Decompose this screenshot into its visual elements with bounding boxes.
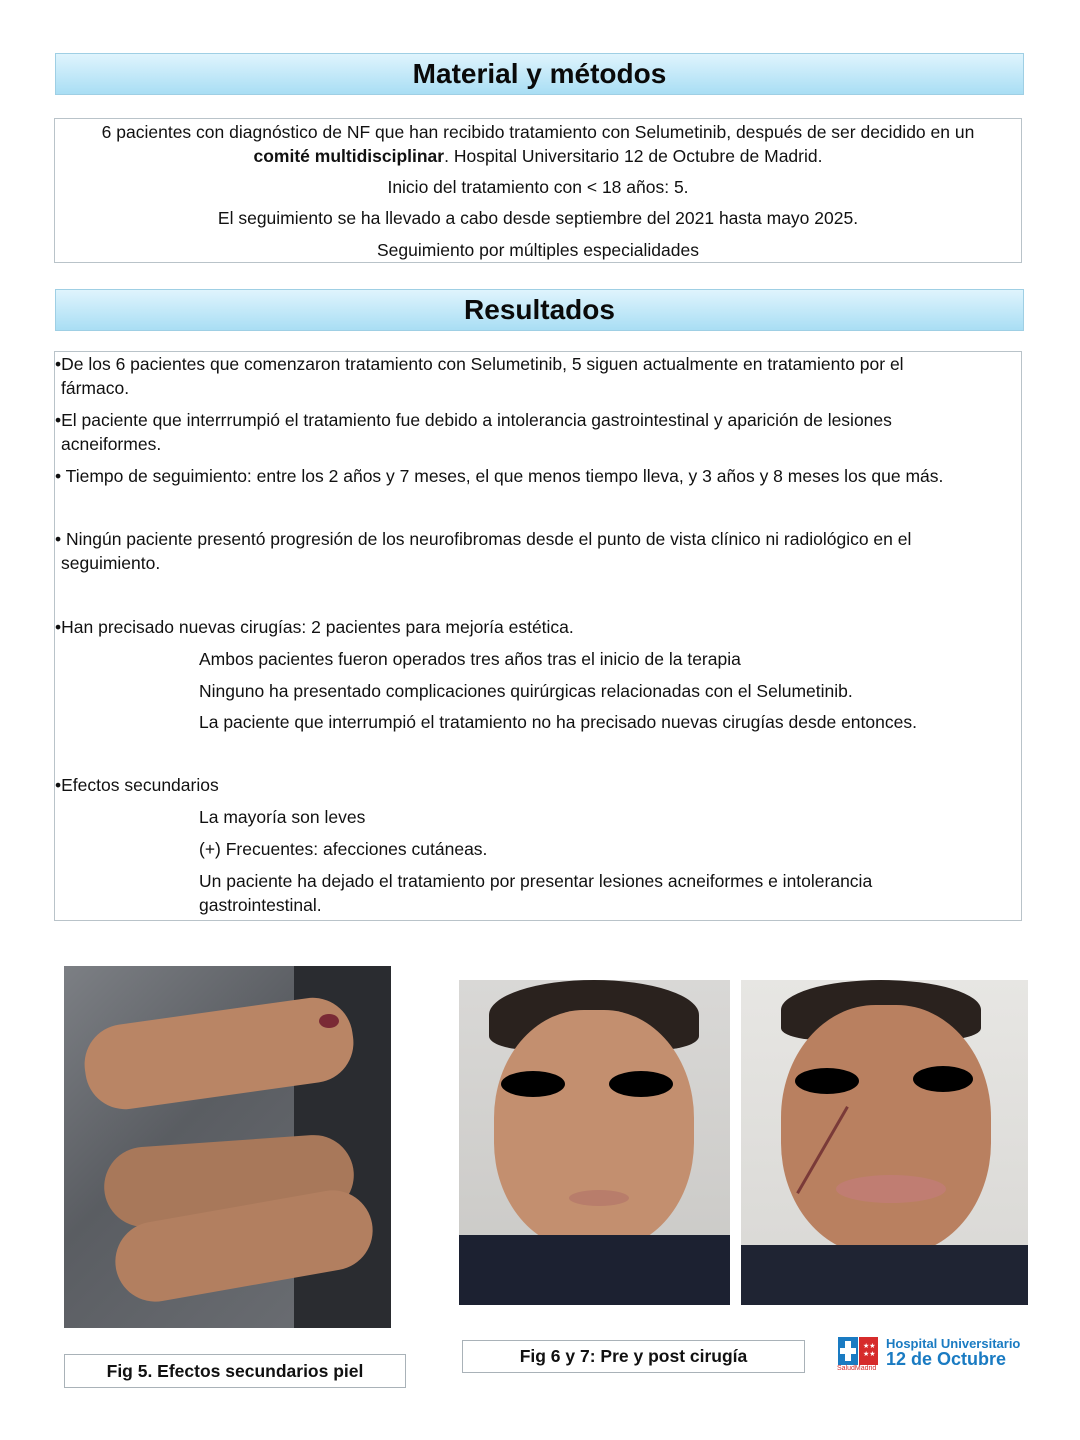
result-bullet-4 bbox=[55, 527, 1011, 575]
result-bullet-4-cont: seguimiento. bbox=[61, 553, 161, 573]
fig6-pre-surgery-photo bbox=[459, 980, 730, 1305]
results-header: Resultados bbox=[55, 289, 1024, 331]
result-bullet-4-text: • Ningún paciente presentó progresión de los neurofibromas desde el punto de vista clínico ni radiológico en el bbox=[55, 529, 912, 549]
result-bullet-1-text: •De los 6 pacientes que comenzaron tratamiento con Selumetinib, 5 siguen actualmente en tratamiento por el bbox=[55, 354, 904, 374]
result-sub-6-3-text: Un paciente ha dejado el tratamiento por presentar lesiones acneiformes e intolerancia bbox=[199, 871, 873, 891]
methods-header: Material y métodos bbox=[55, 53, 1024, 95]
result-bullet-1-cont: fármaco. bbox=[61, 378, 130, 398]
result-bullet-3: • Tiempo de seguimiento: entre los 2 años y 7 meses, el que menos tiempo lleva, y 3 años y 8 meses los que más. bbox=[55, 466, 944, 486]
shirt-shape bbox=[459, 1235, 730, 1305]
results-box bbox=[54, 351, 1022, 921]
result-bullet-5: •Han precisado nuevas cirugías: 2 pacientes para mejoría estética. bbox=[55, 617, 574, 637]
methods-text-bold: comité multidisciplinar bbox=[253, 146, 445, 166]
fig7-post-surgery-photo bbox=[741, 980, 1028, 1305]
eye-censor-bar-left bbox=[795, 1068, 859, 1094]
result-sub-6-4-text: gastrointestinal. bbox=[199, 895, 322, 915]
methods-line-4: Seguimiento por múltiples especialidades bbox=[377, 240, 699, 260]
face-shape bbox=[494, 1010, 694, 1250]
face-shape bbox=[781, 1005, 991, 1255]
shirt-shape bbox=[741, 1245, 1028, 1305]
methods-line-2: Inicio del tratamiento con < 18 años: 5. bbox=[387, 177, 689, 197]
eye-censor-bar-right bbox=[609, 1071, 673, 1097]
eye-censor-bar-left bbox=[501, 1071, 565, 1097]
methods-line-3: El seguimiento se ha llevado a cabo desde septiembre del 2021 hasta mayo 2025. bbox=[217, 208, 859, 228]
result-bullet-1 bbox=[55, 352, 1011, 400]
result-bullet-2-cont: acneiformes. bbox=[61, 434, 162, 454]
skin-lesion-mark bbox=[319, 1014, 339, 1028]
comunidad-madrid-emblem bbox=[838, 1337, 878, 1365]
result-bullet-2 bbox=[55, 408, 1011, 456]
result-sub-6-2: (+) Frecuentes: afecciones cutáneas. bbox=[199, 839, 488, 859]
result-sub-6-3 bbox=[199, 869, 1001, 917]
result-bullet-6: •Efectos secundarios bbox=[55, 775, 219, 795]
result-bullet-2-text: •El paciente que interrrumpió el tratamiento fue debido a intolerancia gastrointestinal y aparición de lesiones bbox=[55, 410, 892, 430]
result-sub-6-1: La mayoría son leves bbox=[199, 807, 366, 827]
methods-text-b: . Hospital Universitario 12 de Octubre de Madrid. bbox=[444, 146, 823, 166]
result-sub-5-2: Ninguno ha presentado complicaciones quirúrgicas relacionadas con el Selumetinib. bbox=[199, 681, 853, 701]
logo-sub-text: SaludMadrid bbox=[837, 1365, 877, 1372]
methods-text-a: 6 pacientes con diagnóstico de NF que han recibido tratamiento con Selumetinib, después de ser decidido en un bbox=[101, 122, 975, 142]
logo-line-1: Hospital Universitario bbox=[886, 1336, 1021, 1351]
fig5-hands-photo bbox=[64, 966, 391, 1328]
hospital-logo bbox=[836, 1336, 1031, 1378]
mouth-shape bbox=[836, 1175, 946, 1203]
mouth-shape bbox=[569, 1190, 629, 1206]
eye-censor-bar-right bbox=[913, 1066, 973, 1092]
logo-line-2: 12 de Octubre bbox=[886, 1349, 1007, 1369]
emblem-blue-block bbox=[838, 1337, 858, 1365]
methods-box bbox=[54, 118, 1022, 263]
emblem-red-block: ★★ ★★ bbox=[859, 1337, 878, 1365]
result-sub-5-3: La paciente que interrumpió el tratamiento no ha precisado nuevas cirugías desde entonces. bbox=[199, 712, 917, 732]
result-sub-5-1: Ambos pacientes fueron operados tres años tras el inicio de la terapia bbox=[199, 649, 741, 669]
methods-line-1 bbox=[55, 120, 1021, 168]
fig67-caption: Fig 6 y 7: Pre y post cirugía bbox=[462, 1340, 805, 1373]
fig5-caption: Fig 5. Efectos secundarios piel bbox=[64, 1354, 406, 1388]
